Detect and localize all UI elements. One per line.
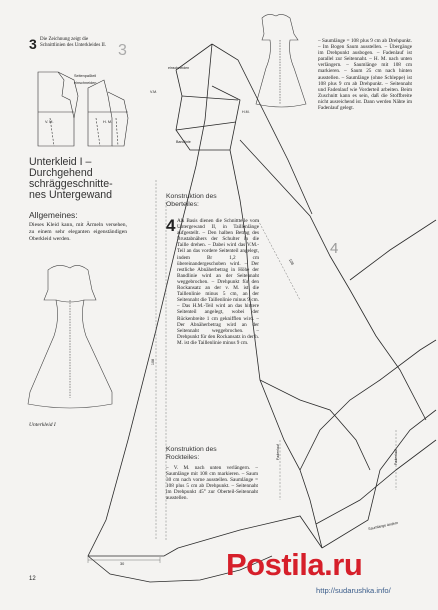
bodice-heading	[166, 193, 217, 208]
general-heading: Allgemeines:	[29, 210, 78, 220]
bodice-text: Als Basis dienen die Schnittteile vom Untergewand II, in Taillenlänge aufgestellt. – Den halben Betrag des Brustabnähers der Schulter in die Taille drehen. – Dabei wird das V.M.-Teil an das vordere Seitenteil angelegt, indem Br 1,2 cm übereinandergeschoben wird. – Der restliche Abnäherbetrag in Höhe der Bandlinie wird an der Seitennaht weggebrochen. – Drehpunkt für den Rockansatz an der v. M. ist die Taillenlinie minus 5 cm, an der Seitennaht die Taillenlinie minus 9 cm. – Das H.M.-Teil wird an das hintere Seitenteil angelegt, wobei der Rückenbreite 1 cm geknifflen wird. – Der Abnäherbetrag wird an der Seitennaht weggebrochen. – Drehpunkt für den Rockansatz in der h. M. ist die Taillenlinie minus 9 cm.	[177, 218, 259, 346]
dress-caption: Unterkleid I	[29, 422, 56, 428]
label-hm: H.M.	[242, 110, 250, 114]
title-line2: Durchgehend	[29, 167, 93, 179]
dress-illustration-right	[256, 14, 306, 107]
title-line1: Unterkleid I –	[29, 156, 92, 168]
figure4-number: 4	[330, 240, 339, 257]
label-saumlaenge: Saumlänge ändern	[367, 520, 399, 532]
skirt-heading	[166, 446, 217, 461]
watermark-brand: Postila.ru	[226, 547, 363, 582]
page-number: 12	[29, 576, 36, 582]
skirt-heading-line1: Konstruktion des	[166, 446, 217, 453]
label-vm: V.M.	[150, 90, 158, 94]
title-line3: schräggeschnitte-	[29, 178, 113, 190]
right-column-text: – Saumlänge = 108 plus 9 cm ab Drehpunkt. – Im Bogen Saum ausstellen. – Übergänge im Drehpunkt ausbogen. – Fadenlauf ist parallel zur Seitennaht. – H. M. nach unten verlängern. – Saumlänge mit 108 cm markieren. – Saum 25 cm nach hinten ausstellen. – Saumlänge (ohne Schleppe) ist 108 plus 9 cm ab Drehpunkt. – Seitennaht und Fadenlauf wie Vorderteil arbeiten. Beim Zuschnitt kann es sein, daß die Stoffbreite nicht ausreichend ist. Dann werden Nähte im Fadenlauf gelegt.	[318, 38, 412, 112]
page-title	[29, 157, 113, 201]
skirt-heading-line2: Rockteiles:	[166, 453, 200, 461]
title-line4: nes Untergewand	[29, 189, 113, 201]
label-108-right: 108	[287, 258, 295, 266]
label-bandlinie: Bandlinie	[176, 140, 191, 144]
skirt-text: – V. M. nach unten verlängern. – Saumlänge mit 108 cm markieren. – Saum 30 cm nach vorne ausstellen. Saumlänge = 108 plus 5 cm ab Drehpunkt. – Seitennaht im Drehpunkt 45° zur Oberteil-Seitennaht ausstellen.	[166, 465, 258, 502]
figure3-number: 3	[118, 42, 127, 59]
label-fadenlauf-right: Fadenlauf	[393, 449, 398, 465]
bodice-heading-line1: Konstruktion des	[166, 193, 217, 200]
dress-illustration-left	[28, 265, 112, 408]
bodice-heading-line2: Oberteiles:	[166, 200, 199, 208]
bodice-drop-cap: 4	[166, 216, 176, 235]
small-label-einschneiden: einschneiden	[74, 81, 97, 85]
step3-text: Die Zeichnung zeigt die Schnittlinien des Unterkleides II.	[40, 37, 107, 48]
watermark-url: http://sudarushka.info/	[316, 586, 391, 595]
small-label-vm: V. M.	[45, 120, 54, 124]
small-label-seitenpassteil: Seitenpaßteil	[74, 74, 97, 78]
label-30: 30	[120, 562, 125, 566]
label-fadenlauf-left: Fadenlauf	[275, 444, 280, 460]
label-einschneiden: einschneiden	[168, 66, 190, 70]
step3-number: 3	[29, 36, 37, 52]
label-108-left: 108	[151, 358, 156, 366]
small-label-hm: H. M.	[103, 120, 113, 124]
general-text: Dieses Kleid kann, mit Ärmeln versehen, zu einem sehr eleganten eigenständigen Oberkleid werden.	[29, 222, 127, 242]
main-pattern-outline	[88, 44, 436, 582]
